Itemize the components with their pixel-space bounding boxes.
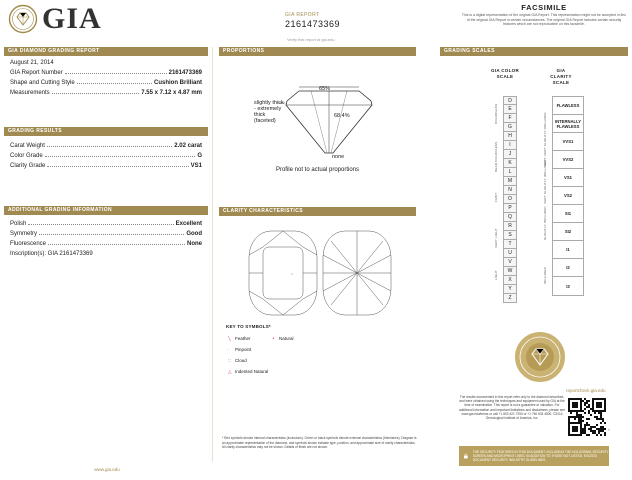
facsimile-title: FACSIMILE: [521, 3, 567, 12]
field-row: [4, 141, 208, 151]
proportions-note: Profile not to actual proportions: [275, 167, 360, 173]
report-number: 2161473369: [285, 19, 341, 29]
reportcheck-link[interactable]: reportcheck.gia.edu: [566, 388, 606, 393]
clarity-group: SLIGHTLY INCLUDED: [543, 206, 547, 240]
field-label: Measurements: [10, 90, 50, 96]
color-grade-cell: M: [503, 177, 517, 186]
color-group: FAINT: [494, 192, 498, 202]
color-grade-cell: X: [503, 276, 517, 285]
clarity-group: VERY VERY SLIGHTLY INCLUDED: [543, 112, 547, 166]
gia-seal-icon: [8, 4, 38, 34]
field-row: [4, 239, 208, 249]
color-grade-cell: F: [503, 114, 517, 123]
field-label: Shape and Cutting Style: [10, 80, 75, 86]
field-value: Excellent: [175, 221, 202, 227]
column-divider: [212, 47, 213, 462]
color-grade-cell: O: [503, 195, 517, 204]
color-grade-cell: G: [503, 123, 517, 132]
security-banner: [459, 446, 609, 466]
facsimile-block: [460, 3, 628, 27]
qr-code-icon[interactable]: [568, 398, 606, 436]
field-label: GIA Report Number: [10, 70, 63, 76]
clarity-grade-cell: VVS2: [553, 151, 583, 169]
table-percent: 65%: [319, 86, 331, 92]
gia-logo: [8, 4, 118, 36]
color-grade-cell: V: [503, 258, 517, 267]
color-scale-head: GIA COLOR SCALE: [490, 68, 520, 79]
color-grade-cell: T: [503, 240, 517, 249]
scales-section-title: GRADING SCALES: [440, 47, 628, 56]
field-label: Carat Weight: [10, 143, 45, 149]
symbol-indented-natural: △ Indented Natural: [228, 369, 269, 374]
color-grade-cell: N: [503, 186, 517, 195]
color-scale: [503, 96, 517, 303]
facsimile-note: This is a digital representation of the original GIA Report. This representation might not be accepted in lieu of the original GIA Report in certain circumstances. The original GIA Report includes certain security features which are not reproducible on this facsimile.: [461, 13, 627, 26]
symbol-key: [226, 324, 416, 329]
field-label: Fluorescence: [10, 241, 47, 247]
additional-section-title: ADDITIONAL GRADING INFORMATION: [4, 206, 208, 215]
clarity-scale: [552, 96, 584, 296]
clarity-grade-cell: SI2: [553, 223, 583, 241]
clarity-section: [219, 207, 416, 216]
color-grade-cell: E: [503, 105, 517, 114]
color-grade-cell: U: [503, 249, 517, 258]
field-value: 2.02 carat: [174, 143, 202, 149]
gia-seal-large-icon: [513, 330, 567, 384]
report-section-title: GIA DIAMOND GRADING REPORT: [4, 47, 208, 56]
field-value: G: [197, 153, 202, 159]
field-row: [4, 151, 208, 161]
key-title: KEY TO SYMBOLS*: [226, 324, 271, 329]
svg-text:×: ×: [291, 272, 293, 276]
lock-icon: [463, 449, 469, 463]
color-grade-cell: K: [503, 159, 517, 168]
clarity-group: INCLUDED: [543, 267, 547, 284]
symbol-natural: ∘ Natural: [272, 336, 294, 341]
field-value: None: [187, 241, 202, 247]
footer-url[interactable]: www.gia.edu: [94, 467, 120, 472]
field-row: [4, 161, 208, 171]
pavilion-plot: [323, 231, 391, 315]
color-grade-cell: P: [503, 204, 517, 213]
field-label: Clarity Grade: [10, 163, 46, 169]
report-header: [285, 12, 375, 29]
color-grade-cell: Y: [503, 285, 517, 294]
qr-side-mark: 7: [608, 428, 610, 432]
symbol-pinpoint: · Pinpoint: [228, 347, 252, 352]
field-label: Symmetry: [10, 231, 37, 237]
clarity-note: * Red symbols denote internal characteristics (inclusions). Green or black symbols denote external characteristics (blemishes). Diagram is an approximate representation of the diamond, and symbols shown indicate type, position, and approximate size of clarity characteristics. All clarity characteristics may not be shown. Details of finish are not shown.: [222, 436, 417, 449]
additional-section: [4, 206, 208, 259]
results-section-title: GRADING RESULTS: [4, 127, 208, 136]
field-row: [4, 229, 208, 239]
clarity-grade-cell: I1: [553, 241, 583, 259]
field-label: Color Grade: [10, 153, 43, 159]
clarity-plots: [219, 225, 416, 320]
proportions-section-title: PROPORTIONS: [219, 47, 416, 56]
clarity-scale-head: GIA CLARITY SCALE: [550, 68, 572, 85]
crown-plot: [249, 231, 317, 315]
clarity-grade-cell: INTERNALLY FLAWLESS: [553, 115, 583, 133]
field-value: Good: [186, 231, 202, 237]
field-row: [4, 88, 208, 98]
field-value: 2161473369: [168, 70, 202, 76]
field-label: Polish: [10, 221, 27, 227]
clarity-grade-cell: SI1: [553, 205, 583, 223]
clarity-grade-cell: I3: [566, 283, 570, 289]
depth-percent: 68.4%: [334, 113, 350, 119]
symbol-cloud: ∷ Cloud: [228, 358, 247, 363]
field-value: VS1: [190, 163, 202, 169]
inscription: Inscription(s): GIA 2161473369: [10, 251, 93, 257]
color-grade-cell: S: [503, 231, 517, 240]
culet-label: none: [332, 154, 345, 160]
proportions-section: [219, 47, 416, 56]
color-group: COLORLESS: [494, 103, 498, 124]
scales-section: [440, 47, 628, 56]
color-grade-cell: H: [503, 132, 517, 141]
report-section: [4, 47, 208, 98]
logo-wordmark: GIA: [42, 2, 102, 35]
clarity-grade-cell: VS2: [553, 187, 583, 205]
report-date: August 21, 2014: [10, 60, 54, 66]
clarity-grade-cell: VS1: [553, 169, 583, 187]
color-grade-cell: R: [503, 222, 517, 231]
verify-link[interactable]: Verify this report at gia.edu: [287, 37, 335, 42]
proportions-diagram: [219, 57, 416, 177]
report-label: GIA REPORT: [285, 12, 320, 18]
color-grade-cell: Z: [503, 294, 517, 303]
clarity-group: VERY SLIGHTLY INCLUDED: [543, 160, 547, 204]
field-row: [4, 78, 208, 88]
field-value: Cushion Brilliant: [154, 80, 202, 86]
color-grade-cell: I: [503, 141, 517, 150]
color-grade-cell: L: [503, 168, 517, 177]
color-grade-cell: D: [503, 96, 517, 105]
field-row: [4, 68, 208, 78]
legal-text: The results documented in this report refer only to the diamond described, and were obtained using the techniques and equipment used by GIA at the time of examination. This report is not a guarantee or valuation. For additional information and important limitations and disclaimers, please see www.gia.edu/terms or call +1 800 421 7250 or +1 760 603 4500. ©2014 Gemological Institute of America, Inc.: [459, 395, 565, 421]
field-row: [4, 219, 208, 229]
symbol-feather: ╲ Feather: [228, 336, 251, 341]
results-section: [4, 127, 208, 171]
color-group: NEAR COLORLESS: [494, 141, 498, 172]
clarity-section-title: CLARITY CHARACTERISTICS: [219, 207, 416, 216]
clarity-grade-cell: FLAWLESS: [553, 97, 583, 115]
svg-text:·: ·: [369, 266, 370, 270]
field-value: 7.55 x 7.12 x 4.87 mm: [141, 90, 202, 96]
color-grade-cell: W: [503, 267, 517, 276]
color-grade-cell: J: [503, 150, 517, 159]
clarity-grade-cell: VVS1: [553, 133, 583, 151]
girdle-label: slightly thick - extremely thick (faceted): [254, 100, 284, 124]
color-grade-cell: Q: [503, 213, 517, 222]
clarity-grade-cell: I2: [553, 259, 583, 277]
security-text: THE SECURITY FEATURES IN THIS DOCUMENT, INCLUDING THE HOLOGRAM, SECURITY SCREEN AND MICROPRINT LINES, IN ADDITION TO THOSE NOT LISTED, EXCEED DOCUMENT SECURITY INDUSTRY GUIDELINES.: [472, 450, 609, 462]
color-group: VERY LIGHT: [494, 228, 498, 248]
color-group: LIGHT: [494, 270, 498, 280]
